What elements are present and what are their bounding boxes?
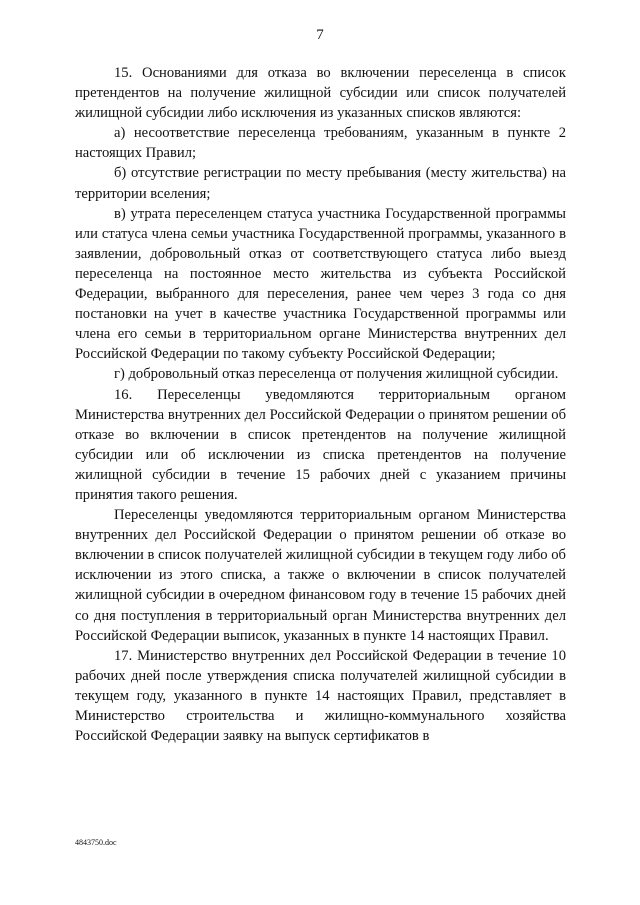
paragraph-15-item-g: г) добровольный отказ переселенца от получения жилищной субсидии. [114, 366, 559, 383]
paragraph-16-continued: Переселенцы уведомляются территориальным органом Министерства внутренних дел Российской Федерации о принятом решении об отказе во включении в список получателей жилищной субсидии в текущем году либо об исключении из этого списка, а также о включении в список получателей жилищной субсидии в очередном финансовом году в течение 15 рабочих дней со дня поступления в территориальный орган Министерства внутренних дел Российской Федерации выписок, указанных в пункте 14 настоящих Правил. [75, 507, 566, 644]
page-number: 7 [316, 27, 324, 43]
paragraph-16: 16. Переселенцы уведомляются территориальным органом Министерства внутренних дел Российской Федерации о принятом решении об отказе во включении в список претендентов на получение жилищной субсидии или об исключении из списка претендентов на получение жилищной субсидии в течение 15 рабочих дней с указанием причины принятия такого решения. [75, 386, 566, 503]
paragraph-17: 17. Министерство внутренних дел Российской Федерации в течение 10 рабочих дней после утверждения списка получателей жилищной субсидии в текущем году, указанного в пункте 14 настоящих Правил, представляет в Министерство строительства и жилищно-коммунального хозяйства Российской Федерации заявку на выпуск сертификатов в [75, 647, 566, 745]
paragraph-15-item-v: в) утрата переселенцем статуса участника Государственной программы или статуса члена семьи участника Государственной программы, указанного в заявлении, добровольный отказ от соответствующего статуса либо выезд переселенца на постоянное место жительства из субъекта Российской Федерации, выбранного для переселения, ранее чем через 3 года со дня постановки на учет в качестве участника Государственной программы или члена его семьи в территориальном органе Министерства внутренних дел Российской Федерации по такому субъекту Российской Федерации; [75, 205, 566, 363]
paragraph-15-intro: 15. Основаниями для отказа во включении переселенца в список претендентов на получение жилищной субсидии или список получателей жилищной субсидии либо исключения из указанных списков являются: [75, 65, 566, 122]
document-body [75, 63, 566, 746]
footer-filename: 4843750.doc [75, 838, 117, 847]
paragraph-15-item-b: б) отсутствие регистрации по месту пребывания (месту жительства) на территории вселения; [75, 165, 566, 202]
paragraph-15-item-a: а) несоответствие переселенца требованиям, указанным в пункте 2 настоящих Правил; [75, 125, 566, 162]
